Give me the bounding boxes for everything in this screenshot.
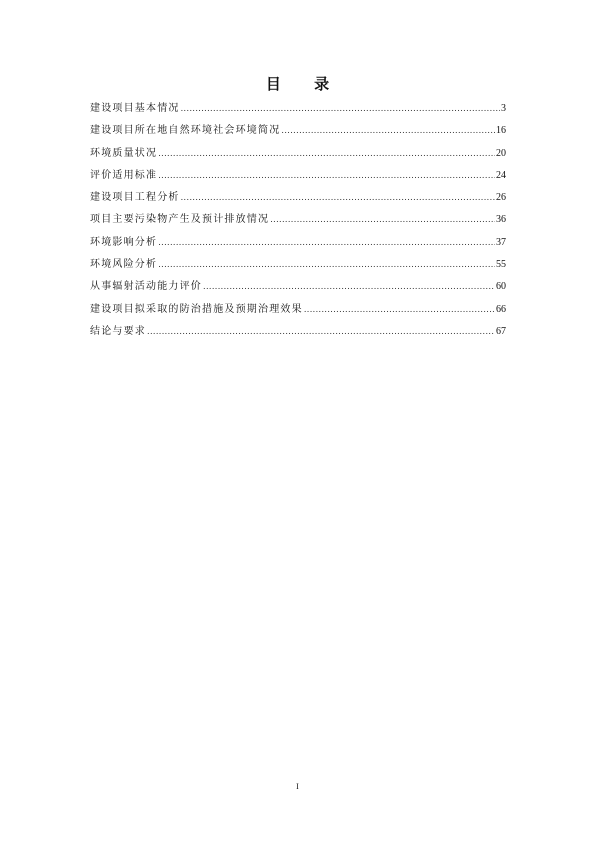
toc-entry-label: 从事辐射活动能力评价 — [90, 281, 202, 293]
toc-entry-label: 环境影响分析 — [90, 236, 158, 248]
page-title: 目 录 — [265, 75, 344, 93]
toc-entry-label: 建设项目基本情况 — [90, 103, 180, 114]
toc-entry[interactable] — [90, 121, 506, 143]
table-of-contents — [90, 99, 506, 344]
toc-entry[interactable] — [90, 233, 506, 255]
toc-entry-label: 建设项目工程分析 — [90, 192, 180, 204]
toc-dot-leader — [181, 191, 495, 205]
toc-dot-leader — [181, 102, 500, 116]
toc-entry-page: 67 — [496, 325, 506, 337]
toc-entry[interactable] — [90, 300, 506, 322]
toc-entry[interactable] — [90, 188, 506, 210]
toc-dot-leader — [158, 236, 495, 250]
toc-entry-page: 55 — [496, 259, 506, 271]
toc-entry-label: 建设项目拟采取的防治措施及预期治理效果 — [90, 303, 303, 315]
toc-entry[interactable] — [90, 277, 506, 299]
toc-entry[interactable] — [90, 210, 506, 232]
toc-dot-leader — [203, 280, 495, 294]
toc-dot-leader — [270, 213, 495, 227]
toc-entry-page: 3 — [501, 103, 506, 114]
toc-entry[interactable] — [90, 99, 506, 121]
toc-entry-page: 36 — [496, 214, 506, 226]
toc-entry-page: 60 — [496, 281, 506, 293]
toc-entry[interactable] — [90, 144, 506, 166]
toc-dot-leader — [158, 147, 495, 161]
toc-entry-label: 环境质量状况 — [90, 147, 158, 159]
toc-entry[interactable] — [90, 166, 506, 188]
toc-dot-leader — [304, 303, 495, 317]
page-number: I — [296, 782, 299, 791]
toc-entry-label: 环境风险分析 — [90, 259, 158, 271]
toc-entry[interactable] — [90, 255, 506, 277]
toc-dot-leader — [147, 325, 495, 339]
toc-entry[interactable] — [90, 322, 506, 344]
toc-entry-label: 评价适用标准 — [90, 169, 158, 181]
toc-entry-label: 建设项目所在地自然环境社会环境简况 — [90, 125, 281, 137]
toc-dot-leader — [158, 258, 495, 272]
toc-entry-page: 24 — [496, 169, 506, 181]
toc-entry-page: 66 — [496, 303, 506, 315]
toc-dot-leader — [158, 169, 495, 183]
toc-dot-leader — [281, 124, 495, 138]
toc-entry-label: 项目主要污染物产生及预计排放情况 — [90, 214, 270, 226]
toc-entry-label: 结论与要求 — [90, 325, 146, 337]
toc-entry-page: 26 — [496, 192, 506, 204]
toc-entry-page: 37 — [496, 236, 506, 248]
toc-entry-page: 16 — [496, 125, 506, 137]
toc-entry-page: 20 — [496, 147, 506, 159]
